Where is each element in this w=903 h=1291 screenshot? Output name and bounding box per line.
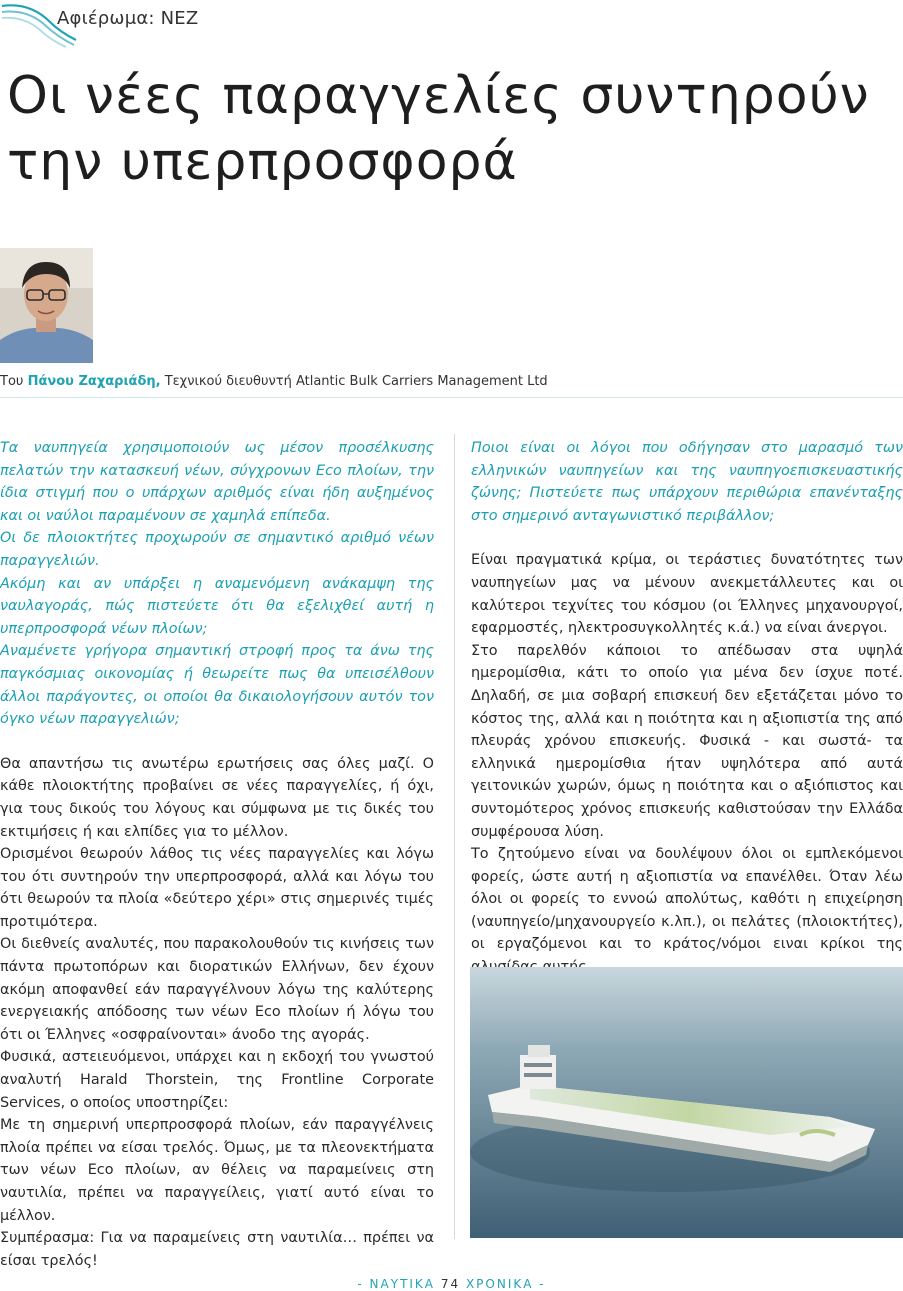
question-paragraph: Οι δε πλοιοκτήτες προχωρούν σε σημαντικό αριθμό νέων παραγγελιών.	[0, 530, 434, 569]
eco-ship-photo	[470, 967, 903, 1238]
question-paragraph: Ακόμη και αν υπάρξει η αναμενόμενη ανάκαμψη της ναυλαγοράς, πώς πιστεύετε ότι θα εξελιχθεί αυτή η υπερπροσφορά νέων πλοίων;	[0, 575, 434, 637]
section-label: Αφιέρωμα: ΝΕΖ	[57, 8, 199, 29]
footer-left-text: - ΝΑΥΤΙΚΑ	[357, 1277, 436, 1291]
column-divider	[454, 434, 455, 1239]
headline-line-2: την υπερπροσφορά	[7, 132, 518, 192]
footer-right-text: ΧΡΟΝΙΚΑ -	[465, 1277, 546, 1291]
byline-author: Πάνου Ζαχαριάδη,	[27, 374, 161, 389]
answer-paragraph: Θα απαντήσω τις ανωτέρω ερωτήσεις σας όλες μαζί. Ο κάθε πλοιοκτήτης προβαίνει σε νέες παραγγελίες, ή όχι, για τους δικούς του λόγους και σύμφωνα με τις δικές του εκτιμήσεις ή και ελπίδες για το μέλλον.	[0, 755, 434, 840]
answer-paragraph: Στο παρελθόν κάποιοι το απέδωσαν στα υψηλά ημερομίσθια, κάτι το οποίο για μένα δεν ίσχυε ποτέ. Δηλαδή, σε μια σοβαρή επισκευή δεν εξετάζεται μόνο το κόστος της, αλλά και η ποιότητα και η αξιοπιστία της από πλευράς χρόνου επισκευής. Φυσικά - και σωστά- τα ελληνικά ημερομίσθια ήταν υψηλότερα από αυτά γειτονικών χωρών, όμως η ποιότητα και ο αξιόπιστος και συντομότερος χρόνος επισκευής καθιστούσαν την Ελλάδα συμφέρουσα λύση.	[471, 642, 903, 840]
byline-divider	[0, 397, 903, 398]
byline-prefix: Του	[0, 374, 24, 389]
page-footer	[0, 1277, 903, 1291]
headline-line-1: Οι νέες παραγγελίες συντηρούν	[7, 66, 870, 126]
answer-paragraph: Ορισμένοι θεωρούν λάθος τις νέες παραγγελίες και λόγω του ότι συντηρούν την υπερπροσφορά, αλλά και λόγω του ότι θεωρούν τα πλοία «δεύτερο χέρι» στις σημερινές τιμές προτιμότερα.	[0, 846, 434, 930]
answer-paragraph: Το ζητούμενο είναι να δουλέψουν όλοι οι εμπλεκόμενοι φορείς, ώστε αυτή η αξιοπιστία να επανέλθει. Όταν λέω όλοι οι φορείς το εννοώ απολύτως, καθότι η επιχείρηση (ναυπηγείο/μηχανουργείο κ.λπ.), οι πελάτες (πλοιοκτήτες), οι εργαζόμενοι και το κράτος/νόμοι ειναι κρίκοι της	[471, 846, 903, 953]
page-number: 74	[440, 1277, 461, 1291]
answer-paragraph: Συμπέρασμα: Για να παραμείνεις στη ναυτιλία… πρέπει να είσαι τρελός!	[0, 1230, 434, 1269]
author-portrait	[0, 248, 93, 363]
page-title	[7, 63, 897, 195]
question-paragraph: Τα ναυπηγεία χρησιμοποιούν ως μέσον προσέλκυσης πελατών την κατασκευή νέων, σύγχρονων Eco πλοίων, την ίδια στιγμή που ο υπάρχων αριθμός είναι ήδη αυξημένος και οι ναύλοι παραμένουν σε χαμηλά επίπεδα.	[0, 440, 434, 524]
question-paragraph: Αναμένετε γρήγορα σημαντική στροφή προς τα άνω της παγκόσμιας οικονομίας ή θεωρείτε πως θα υπεισέλθουν άλλοι παράγοντες, οι οποίοι θα δικαιολογήσουν αυτόν τον όγκο νέων παραγγελιών;	[0, 643, 434, 728]
answer-paragraph: Φυσικά, αστειευόμενοι, υπάρχει και η εκδοχή του γνωστού αναλυτή Harald Thorstein, της Frontline Corporate Services, ο οποίος υποστηρίζει:	[0, 1049, 434, 1111]
paragraph-gap	[471, 527, 903, 549]
answer-paragraph: Οι διεθνείς αναλυτές, που παρακολουθούν τις κινήσεις των πάντα πρωτοπόρων και διορατικών Ελλήνων, δεν έχουν ακόμη αποφανθεί εάν παραγγέλνουν λόγω της καλύτερης ενεργειακής απόδοσης των νέων Eco πλοίων ή λόγω του ότι οι Έλληνες «οσφραίνονται» άνοδο της αγοράς.	[0, 936, 434, 1043]
byline	[0, 374, 548, 389]
answer-paragraph: Είναι πραγματικά κρίμα, οι τεράστιες δυνατότητες των ναυπηγείων μας να μένουν ανεκμετάλλευτες και οι καλύτεροι τεχνίτες του κόσμου (οι Έλληνες μηχανουργοί, εφαρμοστές, ηλεκτροσυγκολλητές κ.ά.) να είναι άνεργοι.	[471, 552, 903, 637]
question-paragraph: Ποιοι είναι οι λόγοι που οδήγησαν στο μαρασμό των ελληνικών ναυπηγείων και της ναυπηγοεπισκευαστικής ζώνης; Πιστεύετε πως υπάρχουν περιθώρια επανένταξης στο σημερινό ανταγωνιστικό περιβάλλον;	[471, 440, 903, 524]
byline-role: Τεχνικού διευθυντή Atlantic Bulk Carriers Management Ltd	[164, 374, 548, 389]
paragraph-gap	[0, 731, 434, 753]
left-column	[0, 437, 434, 1272]
answer-paragraph: Με τη σημερινή υπερπροσφορά πλοίων, εάν παραγγέλνεις πλοία πρέπει να είσαι τρελός. Όμως, με τα πλεονεκτήματα των νέων Eco πλοίων, αν θέλεις να παραμείνεις στη ναυτιλία, πρέπει να παραγγείλεις, γιατί αυτό είναι το μέλλον.	[0, 1117, 434, 1224]
right-column	[471, 437, 903, 979]
